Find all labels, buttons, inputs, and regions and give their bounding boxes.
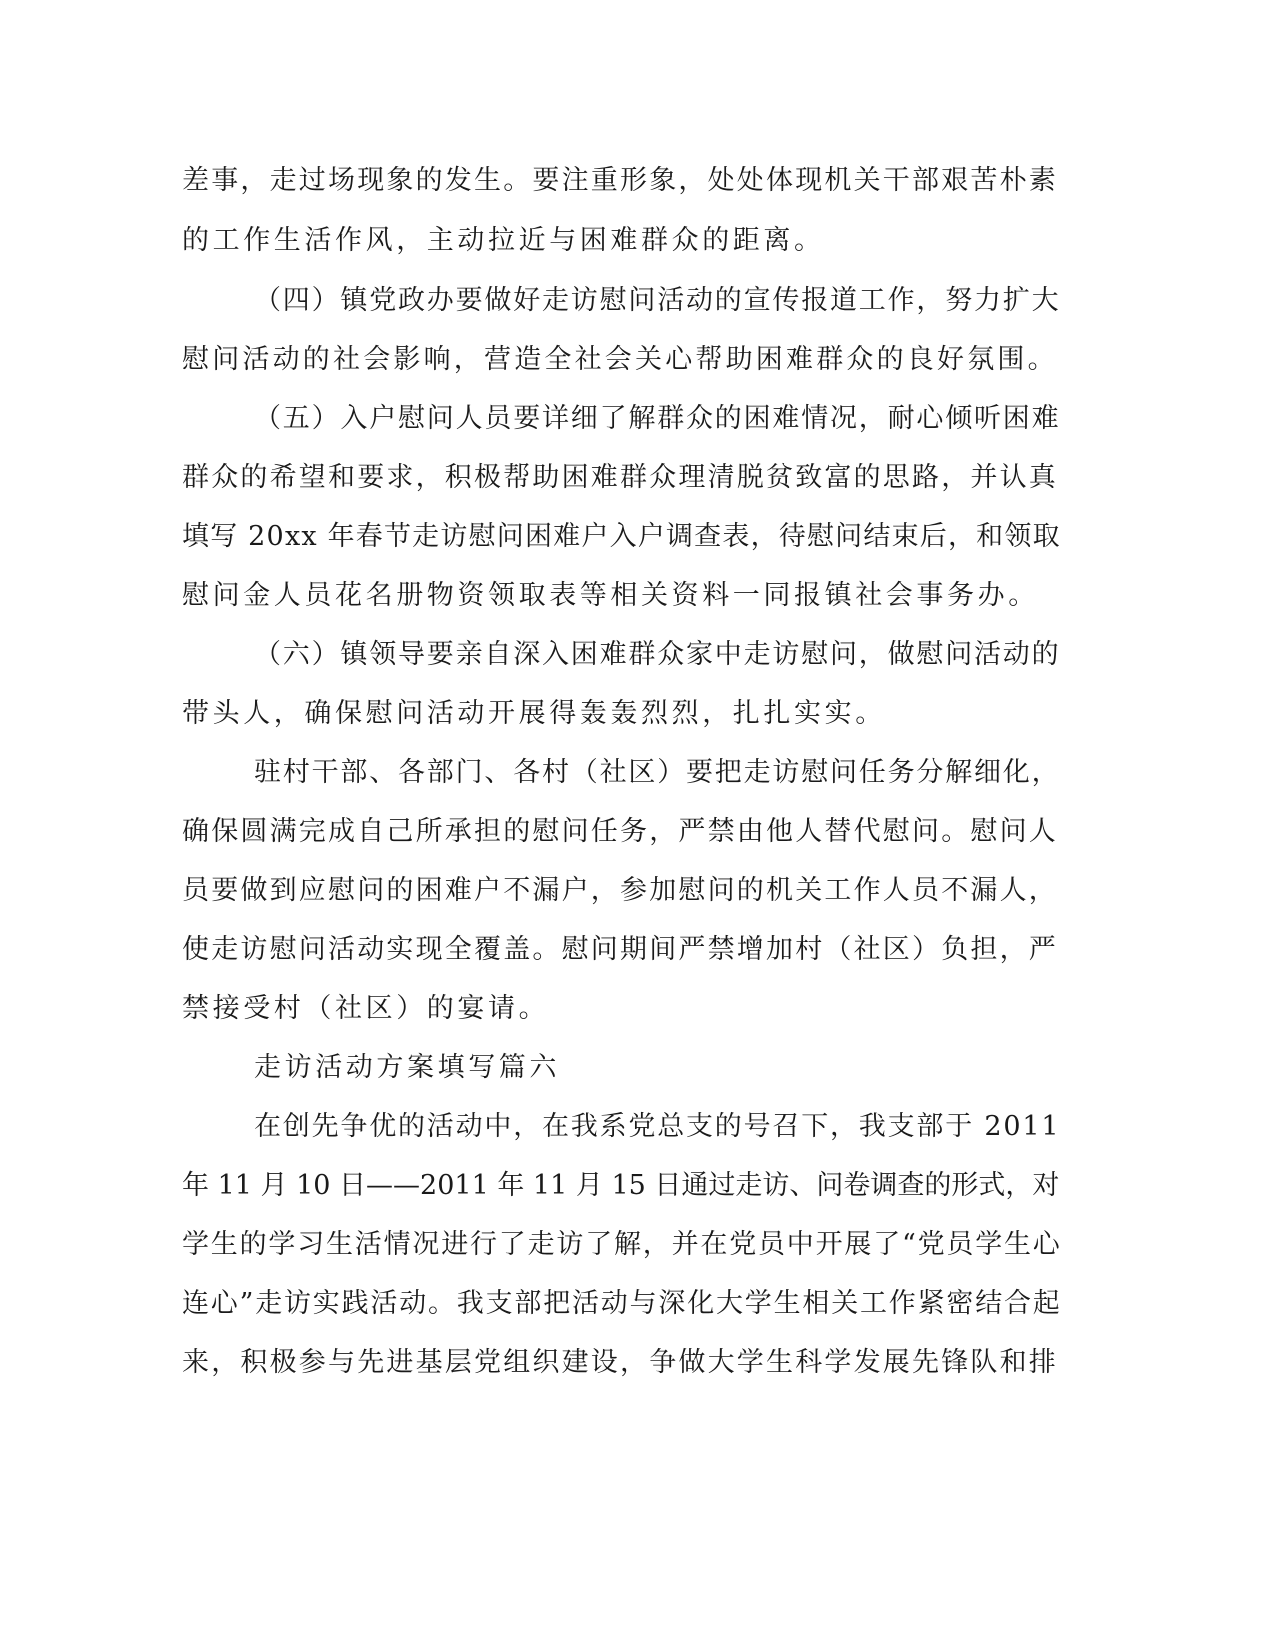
text-line: 群众的希望和要求，积极帮助困难群众理清脱贫致富的思路，并认真 (182, 462, 1058, 493)
paragraph-start-line: 在创先争优的活动中，在我系党总支的号召下，我支部于 2011 (254, 1111, 1061, 1142)
text-line: 年 11 月 10 日——2011 年 11 月 15 日通过走访、问卷调查的形式，对 (182, 1170, 1060, 1201)
paragraph-start-line: 驻村干部、各部门、各村（社区）要把走访慰问任务分解细化， (254, 757, 1061, 788)
section-heading: 走访活动方案填写篇六 (254, 1052, 560, 1083)
text-line: 慰问金人员花名册物资领取表等相关资料一同报镇社会事务办。 (182, 580, 1039, 611)
paragraph-start-line: （六）镇领导要亲自深入困难群众家中走访慰问，做慰问活动的 (254, 639, 1061, 670)
text-line: 来，积极参与先进基层党组织建设，争做大学生科学发展先锋队和排 (182, 1347, 1058, 1378)
text-line: 差事，走过场现象的发生。要注重形象，处处体现机关干部艰苦朴素 (182, 165, 1058, 196)
paragraph-start-line: （四）镇党政办要做好走访慰问活动的宣传报道工作，努力扩大 (254, 285, 1061, 316)
text-line: 学生的学习生活情况进行了走访了解，并在党员中开展了“党员学生心 (182, 1229, 1062, 1260)
text-line: 连心”走访实践活动。我支部把活动与深化大学生相关工作紧密结合起 (182, 1288, 1062, 1319)
text-line: 使走访慰问活动实现全覆盖。慰问期间严禁增加村（社区）负担，严 (182, 934, 1058, 965)
text-line: 员要做到应慰问的困难户不漏户，参加慰问的机关工作人员不漏人， (182, 875, 1058, 906)
text-line: 带头人，确保慰问活动开展得轰轰烈烈，扎扎实实。 (182, 698, 886, 729)
text-line: 禁接受村（社区）的宴请。 (182, 993, 550, 1024)
text-line: 的工作生活作风，主动拉近与困难群众的距离。 (182, 225, 825, 256)
paragraph-start-line: （五）入户慰问人员要详细了解群众的困难情况，耐心倾听困难 (254, 403, 1061, 434)
text-line: 确保圆满完成自己所承担的慰问任务，严禁由他人替代慰问。慰问人 (182, 816, 1058, 847)
text-line: 填写 20xx 年春节走访慰问困难户入户调查表，待慰问结束后，和领取 (182, 521, 1061, 552)
text-line: 慰问活动的社会影响，营造全社会关心帮助困难群众的良好氛围。 (182, 344, 1058, 375)
